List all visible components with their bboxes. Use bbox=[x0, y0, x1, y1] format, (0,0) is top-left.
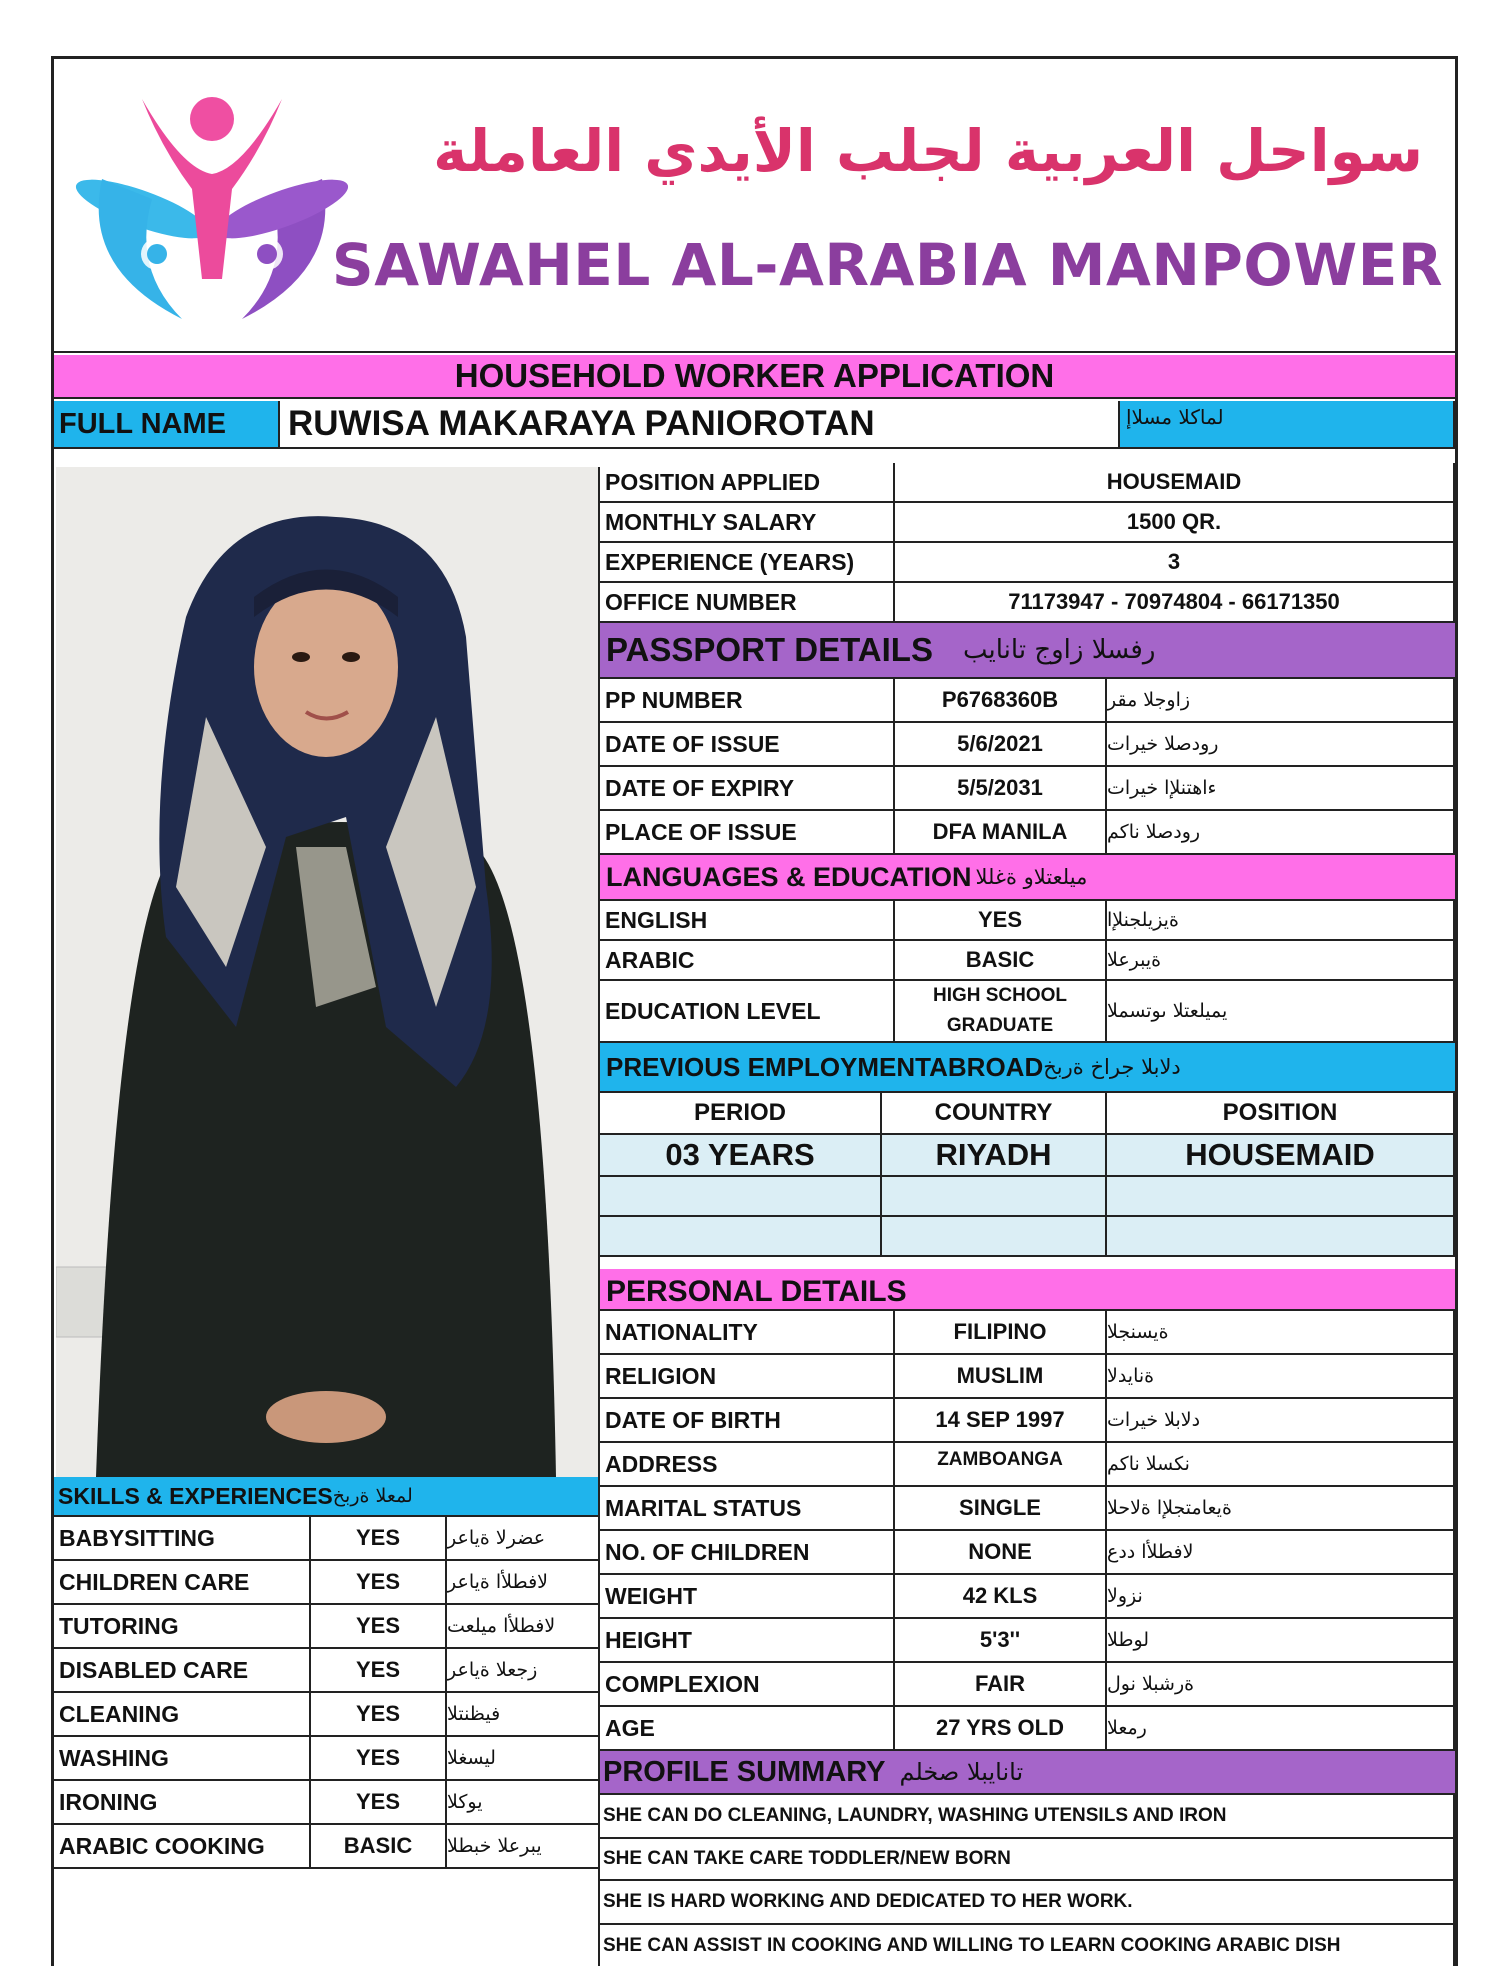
children-label-arabic: لافطلأا ددع bbox=[1107, 1531, 1455, 1575]
children-value: NONE bbox=[895, 1531, 1107, 1575]
ironing-value: YES bbox=[311, 1781, 447, 1825]
company-name-arabic: سواحل العربية لجلب الأيدي العاملة bbox=[433, 117, 1423, 185]
nationality-value: FILIPINO bbox=[895, 1311, 1107, 1355]
children-care-label-arabic: لافطلأا ةياعر bbox=[447, 1561, 600, 1605]
date-of-expiry-label: DATE OF EXPIRY bbox=[600, 767, 895, 811]
personal-details-header bbox=[600, 1269, 1455, 1311]
washing-label: WASHING bbox=[54, 1737, 311, 1781]
profile-summary-header bbox=[600, 1751, 1455, 1795]
education-level-value-line1: HIGH SCHOOL bbox=[932, 985, 1068, 1006]
passport-details-title-arabic: رفسلا زاوج تانايب bbox=[962, 635, 1156, 665]
profile-summary-line: SHE CAN ASSIST IN COOKING AND WILLING TO LEARN COOKING ARABIC DISH bbox=[600, 1925, 1455, 1966]
position-applied-value: HOUSEMAID bbox=[895, 463, 1455, 503]
babysitting-label-arabic: عضرلا ةياعر bbox=[447, 1517, 600, 1561]
country-header: COUNTRY bbox=[882, 1093, 1107, 1135]
address-label: ADDRESS bbox=[600, 1443, 895, 1487]
babysitting-value: YES bbox=[311, 1517, 447, 1561]
monthly-salary-label: MONTHLY SALARY bbox=[600, 503, 895, 543]
previous-employment-header bbox=[600, 1043, 1455, 1093]
weight-label: WEIGHT bbox=[600, 1575, 895, 1619]
office-number-value: 71173947 - 70974804 - 66171350 bbox=[895, 583, 1455, 623]
address-label-arabic: نكسلا ناكم bbox=[1107, 1443, 1455, 1487]
arabic-value: BASIC bbox=[895, 941, 1107, 981]
full-name-label: FULL NAME bbox=[54, 401, 280, 449]
arabic-cooking-label-arabic: يبرعلا خبطلا bbox=[447, 1825, 600, 1869]
employment-empty-cell bbox=[600, 1177, 882, 1217]
experience-value: 3 bbox=[895, 543, 1455, 583]
height-label: HEIGHT bbox=[600, 1619, 895, 1663]
height-value: 5'3'' bbox=[895, 1619, 1107, 1663]
nationality-label-arabic: ةيسنجلا bbox=[1107, 1311, 1455, 1355]
place-of-issue-label-arabic: رودصلا ناكم bbox=[1107, 811, 1455, 855]
tutoring-label-arabic: لافطلأا ميلعت bbox=[447, 1605, 600, 1649]
date-of-expiry-label-arabic: ءاهتنلإا خيرات bbox=[1107, 767, 1455, 811]
company-header bbox=[54, 59, 1455, 353]
profile-summary-line: SHE CAN DO CLEANING, LAUNDRY, WASHING UTENSILS AND IRON bbox=[600, 1795, 1455, 1839]
position-applied-label: POSITION APPLIED bbox=[600, 463, 895, 503]
complexion-label: COMPLEXION bbox=[600, 1663, 895, 1707]
employment-country-value: RIYADH bbox=[882, 1135, 1107, 1177]
employment-empty-cell bbox=[1107, 1217, 1455, 1257]
washing-value: YES bbox=[311, 1737, 447, 1781]
religion-label-arabic: ةنايدلا bbox=[1107, 1355, 1455, 1399]
employment-empty-cell bbox=[1107, 1177, 1455, 1217]
application-title: HOUSEHOLD WORKER APPLICATION bbox=[54, 355, 1455, 399]
experience-label: EXPERIENCE (YEARS) bbox=[600, 543, 895, 583]
office-number-label: OFFICE NUMBER bbox=[600, 583, 895, 623]
religion-label: RELIGION bbox=[600, 1355, 895, 1399]
languages-education-title: LANGUAGES & EDUCATION bbox=[606, 861, 972, 892]
washing-label-arabic: ليسغلا bbox=[447, 1737, 600, 1781]
position-header: POSITION bbox=[1107, 1093, 1455, 1135]
nationality-label: NATIONALITY bbox=[600, 1311, 895, 1355]
pp-number-value: P6768360B bbox=[895, 679, 1107, 723]
employment-period-value: 03 YEARS bbox=[600, 1135, 882, 1177]
english-value: YES bbox=[895, 901, 1107, 941]
passport-details-title: PASSPORT DETAILS bbox=[606, 631, 933, 668]
application-form bbox=[51, 56, 1458, 1966]
disabled-care-value: YES bbox=[311, 1649, 447, 1693]
arabic-cooking-label: ARABIC COOKING bbox=[54, 1825, 311, 1869]
babysitting-label: BABYSITTING bbox=[54, 1517, 311, 1561]
marital-status-label: MARITAL STATUS bbox=[600, 1487, 895, 1531]
date-of-birth-label: DATE OF BIRTH bbox=[600, 1399, 895, 1443]
profile-summary-line: SHE IS HARD WORKING AND DEDICATED TO HER WORK. bbox=[600, 1881, 1455, 1925]
ironing-label-arabic: يوكلا bbox=[447, 1781, 600, 1825]
place-of-issue-label: PLACE OF ISSUE bbox=[600, 811, 895, 855]
date-of-birth-label-arabic: دلابلا خيرات bbox=[1107, 1399, 1455, 1443]
english-label-arabic: ةيزيلجنلإا bbox=[1107, 901, 1455, 941]
ironing-label: IRONING bbox=[54, 1781, 311, 1825]
personal-details-title: PERSONAL DETAILS bbox=[606, 1275, 907, 1308]
languages-education-title-arabic: ميلعتلاو ةغللا bbox=[975, 865, 1088, 889]
arabic-cooking-value: BASIC bbox=[311, 1825, 447, 1869]
employment-position-value: HOUSEMAID bbox=[1107, 1135, 1455, 1177]
marital-status-label-arabic: ةيعامتجلإا ةلاحلا bbox=[1107, 1487, 1455, 1531]
education-level-label-arabic: يميلعتلا ىوتسملا bbox=[1107, 981, 1455, 1043]
passport-details-header bbox=[600, 623, 1455, 679]
weight-label-arabic: نزولا bbox=[1107, 1575, 1455, 1619]
languages-education-header bbox=[600, 855, 1455, 901]
company-name-english: SAWAHEL AL-ARABIA MANPOWER bbox=[331, 231, 1443, 299]
children-care-label: CHILDREN CARE bbox=[54, 1561, 311, 1605]
previous-employment-title-arabic: دلابلا جراخ ةربخ bbox=[1043, 1055, 1181, 1079]
skills-empty-cell bbox=[54, 1869, 600, 1966]
company-logo bbox=[62, 79, 362, 339]
height-label-arabic: لوطلا bbox=[1107, 1619, 1455, 1663]
profile-summary-title: PROFILE SUMMARY bbox=[603, 1755, 886, 1788]
applicant-photo bbox=[56, 467, 600, 1477]
date-of-birth-value: 14 SEP 1997 bbox=[895, 1399, 1107, 1443]
children-label: NO. OF CHILDREN bbox=[600, 1531, 895, 1575]
employment-empty-cell bbox=[882, 1177, 1107, 1217]
education-level-label: EDUCATION LEVEL bbox=[600, 981, 895, 1043]
cleaning-value: YES bbox=[311, 1693, 447, 1737]
profile-summary-title-arabic: تانايبلا صخلم bbox=[899, 1758, 1024, 1786]
disabled-care-label: DISABLED CARE bbox=[54, 1649, 311, 1693]
pp-number-label-arabic: زاوجلا مقر bbox=[1107, 679, 1455, 723]
date-of-expiry-value: 5/5/2031 bbox=[895, 767, 1107, 811]
skills-title-arabic: لمعلا ةربخ bbox=[332, 1485, 413, 1507]
education-level-value bbox=[895, 981, 1107, 1043]
age-label: AGE bbox=[600, 1707, 895, 1751]
disabled-care-label-arabic: زجعلا ةياعر bbox=[447, 1649, 600, 1693]
age-value: 27 YRS OLD bbox=[895, 1707, 1107, 1751]
complexion-label-arabic: ةرشبلا نول bbox=[1107, 1663, 1455, 1707]
children-care-value: YES bbox=[311, 1561, 447, 1605]
date-of-issue-label-arabic: رودصلا خيرات bbox=[1107, 723, 1455, 767]
employment-empty-cell bbox=[882, 1217, 1107, 1257]
monthly-salary-value: 1500 QR. bbox=[895, 503, 1455, 543]
profile-summary-line: SHE CAN TAKE CARE TODDLER/NEW BORN bbox=[600, 1839, 1455, 1881]
previous-employment-title: PREVIOUS EMPLOYMENTABROAD bbox=[606, 1051, 1044, 1082]
full-name-label-arabic: لماكلا مسلاإ bbox=[1120, 401, 1455, 449]
place-of-issue-value: DFA MANILA bbox=[895, 811, 1107, 855]
weight-value: 42 KLS bbox=[895, 1575, 1107, 1619]
education-level-value-line2: GRADUATE bbox=[946, 1015, 1054, 1036]
pp-number-label: PP NUMBER bbox=[600, 679, 895, 723]
date-of-issue-label: DATE OF ISSUE bbox=[600, 723, 895, 767]
tutoring-label: TUTORING bbox=[54, 1605, 311, 1649]
arabic-label-arabic: ةيبرعلا bbox=[1107, 941, 1455, 981]
arabic-label: ARABIC bbox=[600, 941, 895, 981]
english-label: ENGLISH bbox=[600, 901, 895, 941]
address-value: ZAMBOANGA bbox=[895, 1443, 1107, 1487]
skills-title: SKILLS & EXPERIENCES bbox=[58, 1482, 333, 1509]
period-header: PERIOD bbox=[600, 1093, 882, 1135]
marital-status-value: SINGLE bbox=[895, 1487, 1107, 1531]
cleaning-label: CLEANING bbox=[54, 1693, 311, 1737]
skills-header bbox=[54, 1477, 600, 1517]
religion-value: MUSLIM bbox=[895, 1355, 1107, 1399]
employment-empty-cell bbox=[600, 1217, 882, 1257]
cleaning-label-arabic: فيظنتلا bbox=[447, 1693, 600, 1737]
tutoring-value: YES bbox=[311, 1605, 447, 1649]
age-label-arabic: رمعلا bbox=[1107, 1707, 1455, 1751]
date-of-issue-value: 5/6/2021 bbox=[895, 723, 1107, 767]
full-name-value: RUWISA MAKARAYA PANIOROTAN bbox=[280, 401, 1120, 449]
complexion-value: FAIR bbox=[895, 1663, 1107, 1707]
